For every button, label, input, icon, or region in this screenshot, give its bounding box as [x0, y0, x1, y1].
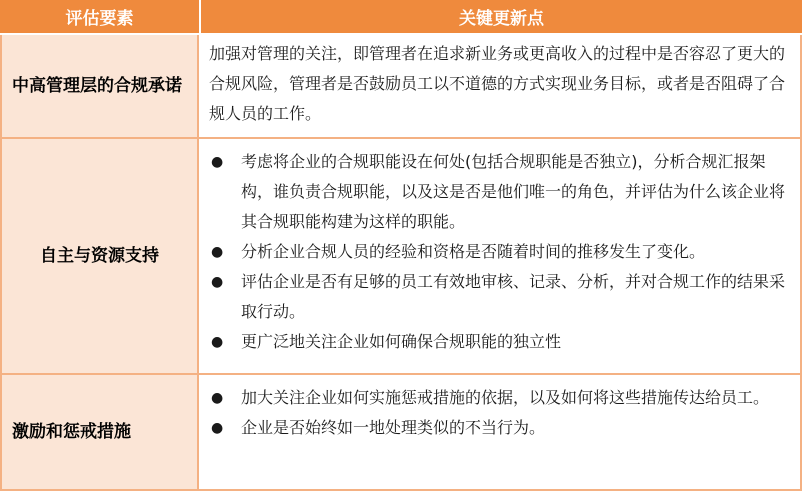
- row-label: 中高管理层的合规承诺: [0, 35, 199, 137]
- table-row: [0, 139, 802, 375]
- bullet-text: 考虑将企业的合规职能设在何处(包括合规职能是否独立)，分析合规汇报架构，谁负责合规职能，以及这是否是他们唯一的角色，并评估为什么该企业将其合规职能构建为这样的职能。: [241, 152, 786, 231]
- list-item: [209, 327, 786, 357]
- row-label: 自主与资源支持: [0, 139, 199, 373]
- header-col-updates: 关键更新点: [459, 9, 544, 29]
- row-text: 加强对管理的关注，即管理者在追求新业务或更高收入的过程中是否容忍了更大的合规风险，管理者是否鼓励员工以不道德的方式实现业务目标，或者是否阻碍了合规人员的工作。: [199, 35, 802, 137]
- bullet-icon: ●: [211, 274, 224, 290]
- bullet-icon: ●: [211, 390, 224, 406]
- bullet-icon: ●: [211, 154, 224, 170]
- table-row: [0, 35, 802, 139]
- list-item: [209, 237, 786, 267]
- list-item: [209, 383, 786, 413]
- row-bullets: [199, 139, 802, 373]
- row-bullets: [199, 375, 802, 489]
- list-item: [209, 267, 786, 327]
- bullet-text: 评估企业是否有足够的员工有效地审核、记录、分析，并对合规工作的结果采取行动。: [241, 272, 786, 321]
- table-header: [0, 0, 802, 35]
- header-col-factor: 评估要素: [0, 0, 201, 33]
- list-item: [209, 147, 786, 237]
- table-row: [0, 375, 802, 491]
- bullet-text: 加大关注企业如何实施惩戒措施的依据，以及如何将这些措施传达给员工。: [241, 388, 770, 407]
- bullet-text: 分析企业合规人员的经验和资格是否随着时间的推移发生了变化。: [241, 242, 706, 261]
- bullet-text: 企业是否始终如一地处理类似的不当行为。: [241, 418, 546, 437]
- bullet-text: 更广泛地关注企业如何确保合规职能的独立性: [241, 332, 562, 351]
- row-label: 激励和惩戒措施: [0, 375, 199, 489]
- bullet-icon: ●: [211, 420, 224, 436]
- list-item: [209, 413, 786, 443]
- bullet-icon: ●: [211, 244, 224, 260]
- bullet-icon: ●: [211, 334, 224, 350]
